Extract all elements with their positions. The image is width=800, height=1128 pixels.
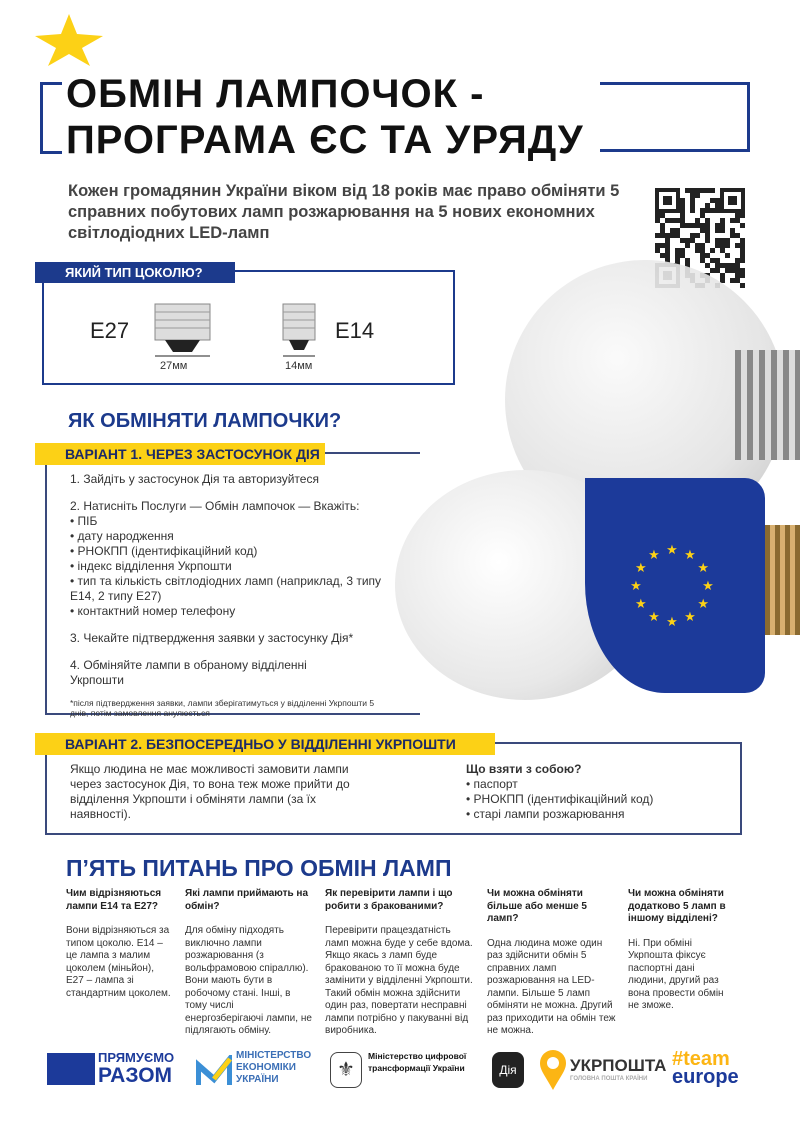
- faq-answer: Перевірити працездатність ламп можна буде у себе вдома. Якщо якась з ламп буде бракованою то її можна буде замінити у відділенні Укрпошти. Такий обмін можна здійснити один раз, повертати несправні лампи потрібно у пакуванні від виробника.: [325, 925, 473, 1036]
- mindigital-logo-text: Міністерство цифрової трансформації України: [368, 1051, 467, 1073]
- step-2: 2. Натисніть Послуги — Обмін лампочок — Вкажіть:: [70, 499, 360, 513]
- bring-item: • РНОКПП (ідентифікаційний код): [466, 792, 654, 806]
- mineco-logo-icon: [196, 1055, 232, 1095]
- faq-answer: Вони відрізняються за типом цоколю. E14 – це лампа з малим цоколем (міньйон), E27 – лампа зі стандартним цоколем.: [66, 925, 171, 999]
- eu-star: ★: [630, 578, 642, 593]
- faq-question: Які лампи приймають на обмін?: [185, 888, 309, 912]
- title-bracket-right: [600, 82, 750, 152]
- eu-star: ★: [634, 560, 647, 575]
- eu-star: ★: [702, 578, 714, 593]
- base-type-heading: ЯКИЙ ТИП ЦОКОЛЮ?: [35, 262, 235, 283]
- bring-heading: Що взяти з собою?: [466, 762, 582, 776]
- faq-item: [66, 888, 174, 1000]
- eu-star: ★: [648, 546, 660, 562]
- eu-star: ★: [684, 546, 696, 562]
- page-title-line1: ОБМІН ЛАМПОЧОК -: [66, 72, 485, 116]
- page-title-line2: ПРОГРАМА ЄС ТА УРЯДУ: [66, 118, 584, 162]
- variant1-heading: ВАРІАНТ 1. ЧЕРЕЗ ЗАСТОСУНОК ДІЯ: [35, 443, 325, 465]
- e27-size: 27мм: [160, 360, 188, 372]
- faq-question: Чи можна обміняти більше або менше 5 ламп?: [487, 888, 587, 924]
- star-icon: [35, 14, 103, 66]
- faq-item: [487, 888, 617, 1038]
- step-3: 3. Чекайте підтвердження заявки у застосунку Дія*: [70, 631, 354, 645]
- eu-flag-logo: [47, 1053, 95, 1085]
- e14-label: E14: [335, 318, 375, 343]
- how-heading: ЯК ОБМІНЯТИ ЛАМПОЧКИ?: [68, 410, 342, 432]
- ukrposhta-pin-icon: [540, 1050, 566, 1090]
- title-bracket-left: [40, 82, 62, 154]
- step-2-item: • тип та кількість світлодіодних ламп (наприклад, 3 типу E14, 2 типу E27): [70, 574, 382, 603]
- step-2-item: • РНОКПП (ідентифікаційний код): [70, 544, 258, 558]
- variant2-bring-list: [466, 762, 653, 822]
- diia-logo: Дія: [492, 1052, 524, 1088]
- eu-star: ★: [697, 596, 710, 611]
- e27-socket-icon: [150, 300, 220, 360]
- faq-question: Як перевірити лампи і що робити з бракованими?: [325, 888, 453, 912]
- faq-question: Чи можна обміняти додатково 5 ламп в іншому відділені?: [628, 888, 726, 924]
- faq-item: [185, 888, 313, 1038]
- faq-answer: Для обміну підходять виключно лампи розжарювання (з вольфрамовою спіраллю). Вони мають бути в робочому стані. Інші, в тому числі енергозберігаючі лампи, не підлягають обміну.: [185, 925, 312, 1036]
- ukrposhta-logo: УКРПОШТА ГОЛОВНА ПОШТА КРАЇНИ: [570, 1056, 667, 1082]
- step-2-item: • контактний номер телефону: [70, 604, 236, 618]
- intro-text: Кожен громадянин України віком від 18 років має право обміняти 5 справних побутових ламп розжарювання на 5 нових економних світлодіодних LED-ламп: [68, 182, 620, 242]
- step-4: 4. Обміняйте лампи в обраному відділенні Укрпошти: [70, 658, 307, 687]
- e14-socket-icon: [275, 300, 325, 360]
- e27-label: E27: [90, 318, 130, 343]
- variant1-note: *після підтвердження заявки, лампи зберігатимуться у відділенні Укрпошти 5 днів, потім замовлення анулюється: [70, 698, 375, 718]
- faq-heading: П’ЯТЬ ПИТАНЬ ПРО ОБМІН ЛАМП: [66, 855, 452, 881]
- step-2-item: • індекс відділення Укрпошти: [70, 559, 232, 573]
- eu-star: ★: [634, 596, 647, 611]
- step-2-item: • дату народження: [70, 529, 174, 543]
- team-europe-logo: #team europe: [672, 1048, 739, 1088]
- eu-star: ★: [697, 560, 710, 575]
- variant1-steps: [70, 472, 390, 718]
- eu-stars-icon: [627, 540, 717, 630]
- variant2-text: Якщо людина не має можливості замовити лампи через застосунок Дія, то вона теж може прийти до відділення Укрпошти і обміняти лампи (за їх наявності).: [70, 762, 350, 821]
- faq-answer: Ні. При обміні Укрпошта фіксує паспортні дані людини, другий раз вона провести обмін не зможе.: [628, 937, 724, 1011]
- variant2-heading: ВАРІАНТ 2. БЕЗПОСЕРЕДНЬО У ВІДДІЛЕННІ УКРПОШТИ: [35, 733, 495, 755]
- faq-item: [628, 888, 728, 1013]
- step-1: 1. Зайдіть у застосунок Дія та авторизуйтеся: [70, 472, 319, 486]
- bring-item: • паспорт: [466, 777, 518, 791]
- led-bulb-base: [765, 525, 800, 635]
- faq-item: [325, 888, 475, 1038]
- eu-star: ★: [666, 542, 678, 557]
- e14-size: 14мм: [285, 360, 313, 372]
- eu-star: ★: [648, 609, 660, 625]
- pryamuemo-razom-logo: ПРЯМУЄМО РАЗОМ: [98, 1050, 175, 1087]
- step-2-item: • ПІБ: [70, 514, 98, 528]
- trident-icon: ⚜: [330, 1052, 362, 1088]
- mineco-logo-text: МІНІСТЕРСТВО ЕКОНОМІКИ УКРАЇНИ: [236, 1050, 312, 1085]
- bulb-metal-base: [735, 350, 800, 460]
- faq-answer: Одна людина може один раз здійснити обмін 5 справних ламп розжарювання на LED-лампи. Більше 5 ламп обміняти не можна. Другий раз приходити на обмін теж не можна.: [487, 937, 616, 1036]
- bring-item: • старі лампи розжарювання: [466, 807, 625, 821]
- eu-star: ★: [684, 609, 696, 625]
- faq-question: Чим відрізняються лампи E14 та E27?: [66, 888, 162, 912]
- eu-star: ★: [666, 614, 678, 629]
